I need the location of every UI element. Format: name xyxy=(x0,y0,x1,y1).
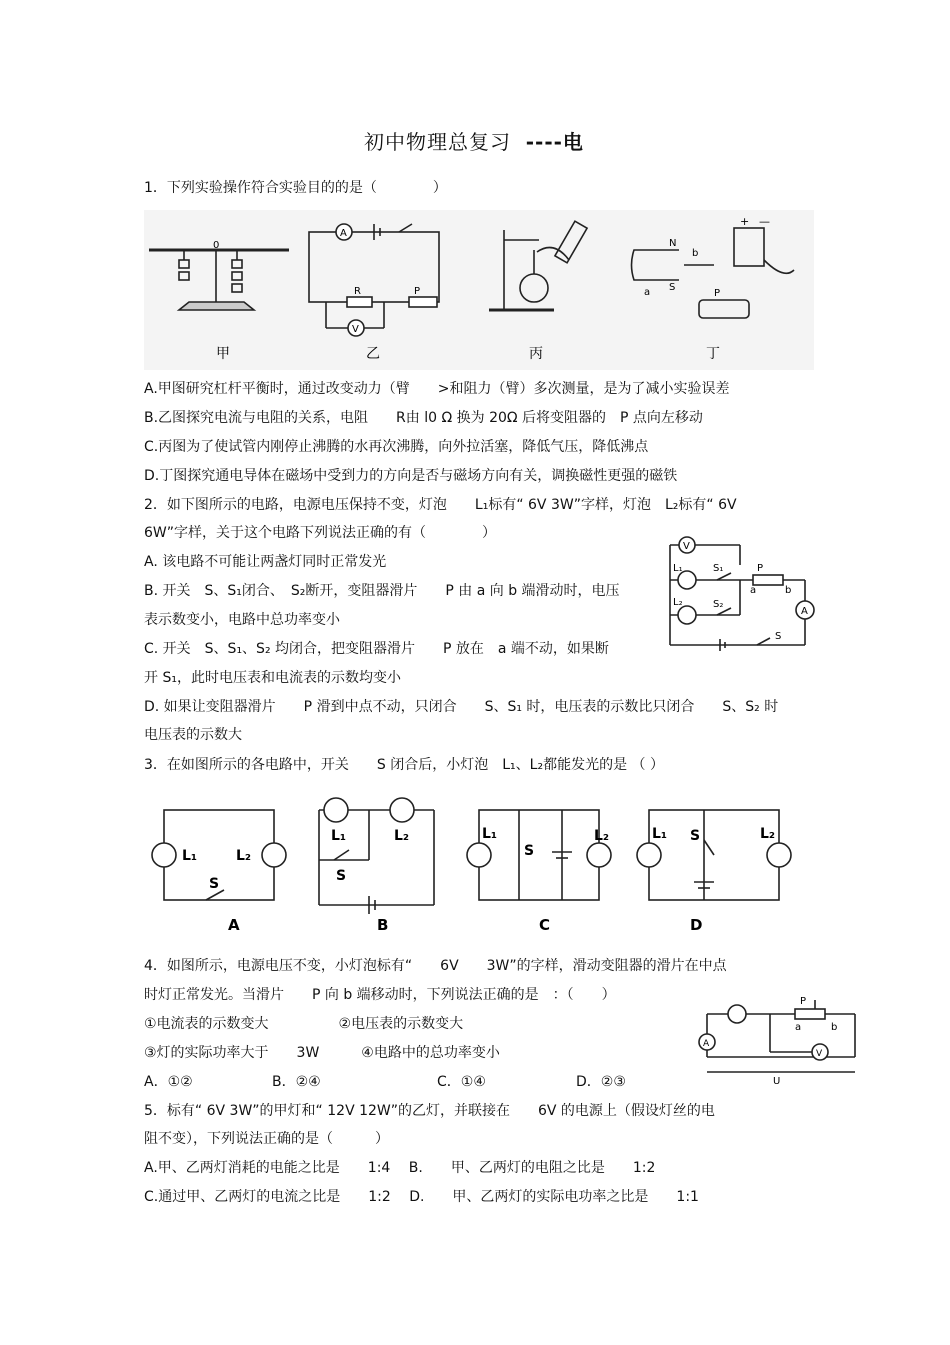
q2-l1-label: L₁ xyxy=(673,563,683,574)
q4-line-1: 4．如图所示，电源电压不变，小灯泡标有“ 6V 3W”的字样，滑动变阻器的滑片在中点 xyxy=(144,958,727,974)
magnet-a-label: a xyxy=(644,287,651,298)
q3d-s-label: S xyxy=(690,828,701,844)
q3a-l1-label: L₁ xyxy=(182,848,198,864)
q4-b-label: b xyxy=(831,1022,838,1033)
q4-a-label: a xyxy=(795,1022,802,1033)
q2-option-a: A. 该电路不可能让两盏灯同时正常发光 xyxy=(144,554,387,570)
q3a-s-label: S xyxy=(209,876,220,892)
q2-option-b: B. 开关 S、S₁闭合、 S₂断开，变阻器滑片 P 由 a 向 b 端滑动时，电压 xyxy=(144,583,620,599)
q2-option-d: D. 如果让变阻器滑片 P 滑到中点不动，只闭合 S、S₁ 时，电压表的示数比只闭合 S、S₂ 时 xyxy=(144,699,779,715)
fig-label-jia: 甲 xyxy=(216,346,230,362)
magnet-b-label: b xyxy=(692,248,699,259)
q1-figures xyxy=(144,210,814,370)
q4-option-a: A．①② xyxy=(144,1074,193,1090)
title-main: 初中物理总复习 xyxy=(364,130,511,154)
q3-fig-c: C xyxy=(539,916,551,934)
q4-option-c: C．①④ xyxy=(437,1074,486,1090)
magnet-p-label: P xyxy=(714,288,721,299)
q2-option-d-cont: 电压表的示数大 xyxy=(144,727,242,743)
yi-ammeter-label: A xyxy=(340,228,347,239)
q2-line-1: 2．如下图所示的电路，电源电压保持不变，灯泡 L₁标有“ 6V 3W”字样，灯泡 L₂标有“ 6V xyxy=(144,497,737,513)
q2-s2-label: S₂ xyxy=(713,599,724,610)
q2-b-label: b xyxy=(785,585,792,596)
q3d-l2-label: L₂ xyxy=(760,826,776,842)
battery-plus-label: + xyxy=(740,215,750,228)
q1-option-a: A.甲图研究杠杆平衡时，通过改变动力（臂 >和阻力（臂）多次测量，是为了减小实验误差 xyxy=(144,381,730,397)
q3c-l2-label: L₂ xyxy=(594,828,610,844)
q2-option-c-cont: 开 S₁，此时电压表和电流表的示数均变小 xyxy=(144,670,401,686)
q3-fig-a: A xyxy=(228,916,240,934)
fig-label-bing: 丙 xyxy=(529,346,543,362)
q4-circuit xyxy=(695,992,865,1087)
q2-option-b-cont: 表示数变小，电路中总功率变小 xyxy=(144,612,340,628)
q5-line-2: 阻不变），下列说法正确的是（ ） xyxy=(144,1131,389,1147)
q5-options-ab: A.甲、乙两灯消耗的电能之比是 1:4 B. 甲、乙两灯的电阻之比是 1:2 xyxy=(144,1160,656,1176)
q3c-l1-label: L₁ xyxy=(482,826,498,842)
q5-line-1: 5．标有“ 6V 3W”的甲灯和“ 12V 12W”的乙灯，并联接在 6V 的电源上（假设灯丝的电 xyxy=(144,1103,715,1119)
yi-resistor-label: R xyxy=(354,286,361,297)
q3b-l2-label: L₂ xyxy=(394,828,410,844)
q1-option-c: C.丙图为了使试管内刚停止沸腾的水再次沸腾，向外拉活塞，降低气压，降低沸点 xyxy=(144,439,649,455)
fig-label-yi: 乙 xyxy=(366,346,380,362)
q2-s1-label: S₁ xyxy=(713,563,724,574)
q3c-s-label: S xyxy=(524,843,535,859)
q2-voltmeter-label: V xyxy=(683,541,690,552)
q2-p-label: P xyxy=(757,563,764,574)
q4-ammeter-label: A xyxy=(703,1039,710,1049)
q4-option-b: B．②④ xyxy=(272,1074,321,1090)
q3-figures xyxy=(144,790,794,940)
page-title xyxy=(364,130,584,154)
q1-option-b: B.乙图探究电流与电阻的关系，电阻 R由 l0 Ω 换为 20Ω 后将变阻器的 P 点向左移动 xyxy=(144,410,703,426)
q4-p-label: P xyxy=(800,996,807,1007)
q3-stem: 3．在如图所示的各电路中，开关 S 闭合后，小灯泡 L₁、L₂都能发光的是 （ ） xyxy=(144,757,664,773)
q1-stem: 1．下列实验操作符合实验目的的是（ ） xyxy=(144,180,447,196)
q3a-l2-label: L₂ xyxy=(236,848,252,864)
q3-fig-d: D xyxy=(690,916,703,934)
q2-line-2: 6W”字样，关于这个电路下列说法正确的有（ ） xyxy=(144,525,497,541)
yi-slider-label: P xyxy=(414,286,421,297)
battery-minus-label: — xyxy=(759,215,770,228)
q2-circuit xyxy=(665,535,825,655)
q2-a-label: a xyxy=(750,585,757,596)
q4-line-2: 时灯正常发光。当滑片 P 向 b 端移动时，下列说法正确的是 ：（ ） xyxy=(144,987,616,1003)
q3b-s-label: S xyxy=(336,868,347,884)
q4-item-row-2: ③灯的实际功率大于 3W ④电路中的总功率变小 xyxy=(144,1045,500,1061)
q2-ammeter-label: A xyxy=(801,606,808,617)
magnet-n-label: N xyxy=(669,238,677,249)
q4-u-label: U xyxy=(773,1076,781,1087)
q2-s-label: S xyxy=(775,631,782,642)
lever-zero-label: 0 xyxy=(213,240,220,251)
q2-l2-label: L₂ xyxy=(673,597,683,608)
q5-options-cd: C.通过甲、乙两灯的电流之比是 1:2 D. 甲、乙两灯的实际电功率之比是 1:1 xyxy=(144,1189,699,1205)
q3-fig-b: B xyxy=(377,916,389,934)
q3d-l1-label: L₁ xyxy=(652,826,668,842)
q1-option-d: D.丁图探究通电导体在磁场中受到力的方向是否与磁场方向有关，调换磁性更强的磁铁 xyxy=(144,468,678,484)
q4-voltmeter-label: V xyxy=(816,1049,823,1059)
yi-voltmeter-label: V xyxy=(352,324,359,335)
q4-item-row-1: ①电流表的示数变大 ②电压表的示数变大 xyxy=(144,1016,464,1032)
magnet-s-label: S xyxy=(669,282,676,293)
q4-option-d: D．②③ xyxy=(576,1074,626,1090)
q2-option-c: C. 开关 S、S₁、S₂ 均闭合，把变阻器滑片 P 放在 a 端不动，如果断 xyxy=(144,641,609,657)
title-suffix: ----电 xyxy=(525,130,584,154)
fig-label-ding: 丁 xyxy=(706,346,720,362)
q3b-l1-label: L₁ xyxy=(331,828,347,844)
